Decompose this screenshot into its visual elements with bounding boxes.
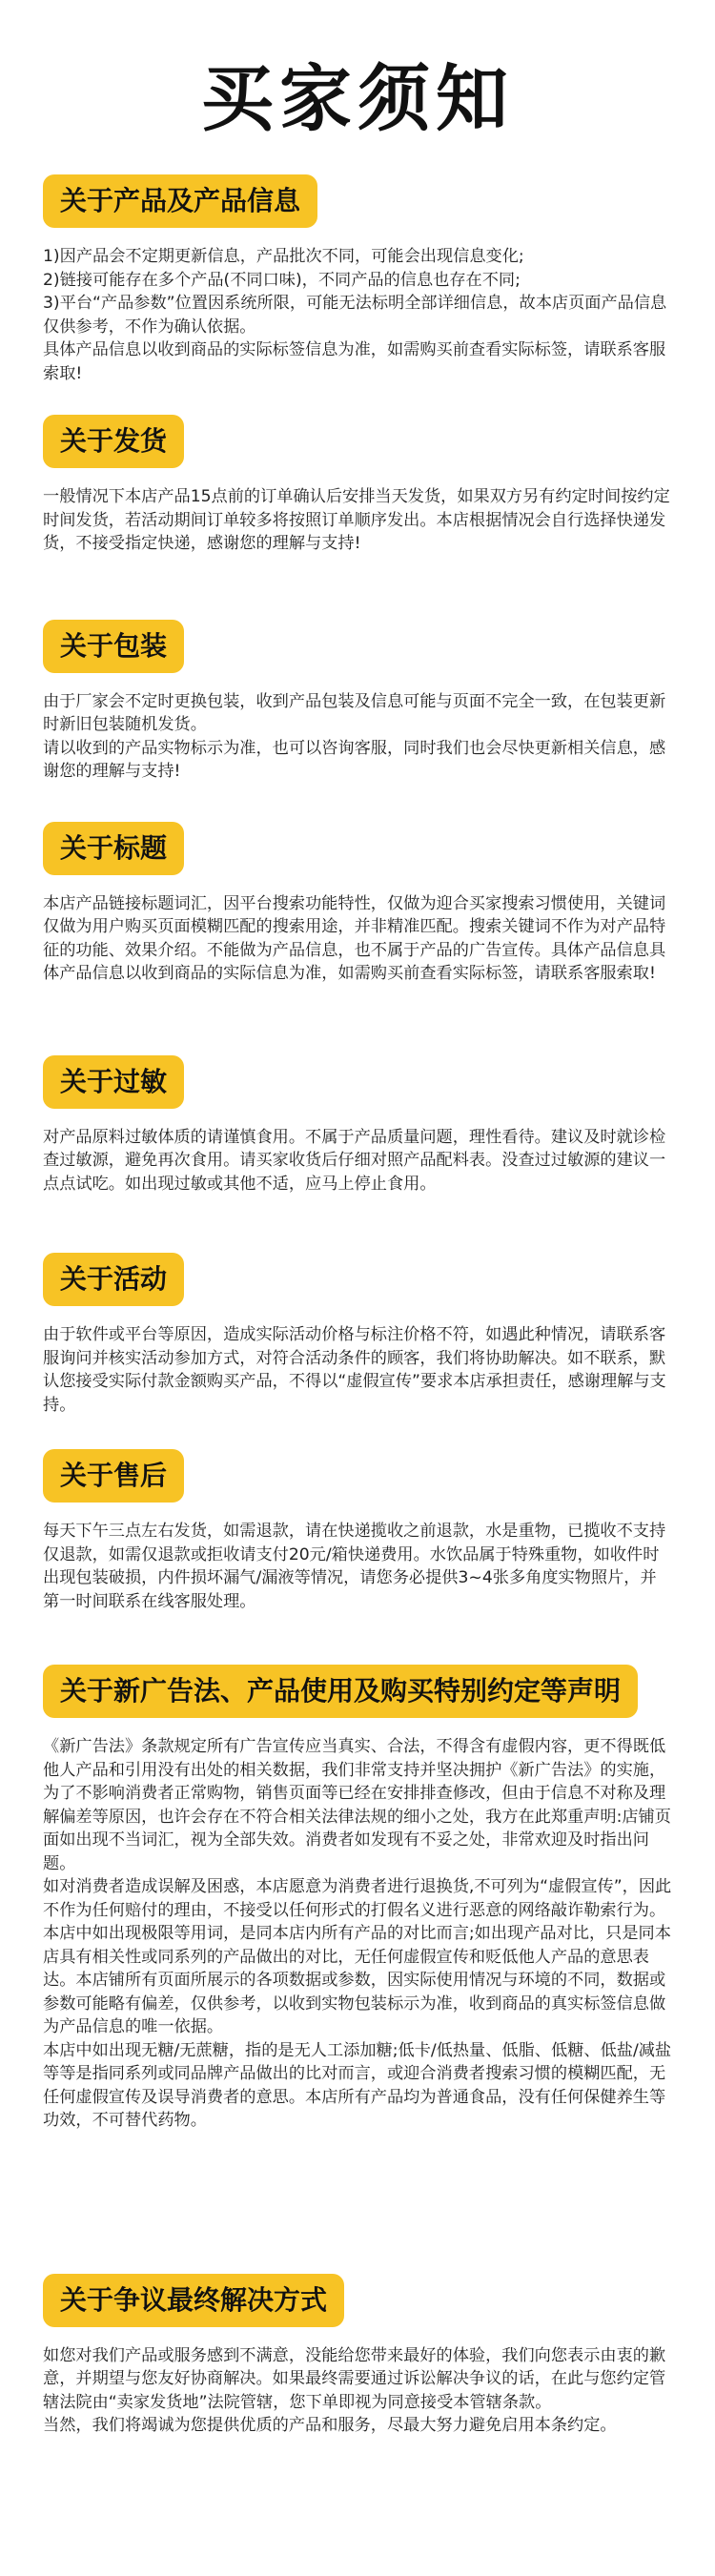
section-heading: 关于标题 [43,822,184,875]
section-paragraph: 由于厂家会不定时更换包装，收到产品包装及信息可能与页面不完全一致，在包装更新时新旧包装随机发货。 [43,691,666,734]
section-heading: 关于新广告法、产品使用及购买特别约定等声明 [43,1665,638,1718]
section-body [43,690,672,784]
section-paragraph: 一般情况下本店产品15点前的订单确认后安排当天发货，如果双方另有约定时间按约定时间发货，若活动期间订单较多将按照订单顺序发出。本店根据情况会自行选择快递发货，不接受指定快递，感谢您的理解与支持! [43,487,670,553]
section-paragraph: 由于软件或平台等原因，造成实际活动价格与标注价格不符，如遇此种情况，请联系客服询问并核实活动参加方式，对符合活动条件的顾客，我们将协助解决。如不联系，默认您接受实际付款金额购买产品，不得以“虚假宣传”要求本店承担责任，感谢理解与支持。 [43,1325,666,1415]
section-body [43,2344,672,2438]
section-heading: 关于争议最终解决方式 [43,2274,344,2327]
section-9 [43,2274,672,2438]
section-heading: 关于包装 [43,620,184,673]
section-paragraph: 每天下午三点左右发货，如需退款，请在快递揽收之前退款，水是重物，已揽收不支持仅退款，如需仅退款或拒收请支付20元/箱快递费用。水饮品属于特殊重物，如收件时出现包装破损，内件损坏漏气/漏液等情况，请您务必提供3~4张多角度实物照片，并第一时间联系在线客服处理。 [43,1522,666,1611]
section-paragraph: 当然，我们将竭诚为您提供优质的产品和服务，尽最大努力避免启用本条约定。 [43,2416,617,2435]
section-body [43,1520,672,1613]
section-paragraph: 本店中如出现极限等用词，是同本店内所有产品的对比而言;如出现产品对比，只是同本店具有相关性或同系列的产品做出的对比，无任何虚假宣传和贬低他人产品的意思表达。本店铺所有页面所展示的各项数据或参数，因实际使用情况与环境的不同，数据或参数可能略有偏差，仅供参考，以收到实物包装标示为准，收到商品的真实标签信息做为产品信息的唯一依据。 [43,1924,671,2036]
section-heading: 关于售后 [43,1449,184,1503]
section-heading: 关于过敏 [43,1055,184,1109]
section-8 [43,1665,672,2133]
section-body [43,1735,672,2133]
section-5 [43,1055,672,1196]
section-body [43,1126,672,1196]
section-paragraph: 请以收到的产品实物标示为准，也可以咨询客服，同时我们也会尽快更新相关信息，感谢您的理解与支持! [43,738,666,781]
section-paragraph: 对产品原料过敏体质的请谨慎食用。不属于产品质量问题，理性看待。建议及时就诊检查过敏源，避免再次食用。请买家收货后仔细对照产品配料表。没查过过敏源的建议一点点试吃。如出现过敏或其他不适，应马上停止食用。 [43,1127,666,1194]
section-1 [43,174,672,385]
section-7 [43,1449,672,1613]
section-paragraph: 2)链接可能存在多个产品(不同口味)，不同产品的信息也存在不同; [43,270,521,290]
section-paragraph: 1)因产品会不定期更新信息，产品批次不同，可能会出现信息变化; [43,247,524,266]
section-2 [43,415,672,556]
section-paragraph: 如对消费者造成误解及困惑，本店愿意为消费者进行退换货,不可列为“虚假宣传”，因此不作为任何赔付的理由，不接受以任何形式的打假名义进行恶意的网络敲诈勒索行为。 [43,1877,672,1920]
section-heading: 关于发货 [43,415,184,468]
section-body [43,485,672,556]
section-paragraph: 3)平台“产品参数”位置因系统所限，可能无法标明全部详细信息，故本店页面产品信息仅供参考，不作为确认依据。 [43,294,667,337]
section-heading: 关于活动 [43,1253,184,1306]
section-paragraph: 本店产品链接标题词汇，因平台搜索功能特性，仅做为迎合买家搜索习惯使用，关键词仅做为用户购买页面模糊匹配的搜索用途，并非精准匹配。搜索关键词不作为对产品特征的功能、效果介绍。不能做为产品信息，也不属于产品的广告宣传。具体产品信息具体产品信息以收到商品的实际信息为准，如需购买前查看实际标签，请联系客服索取! [43,893,666,983]
section-body [43,1323,672,1417]
section-heading: 关于产品及产品信息 [43,174,317,228]
sections-container [43,174,672,2438]
section-3 [43,620,672,784]
section-body [43,245,672,385]
section-paragraph: 如您对我们产品或服务感到不满意，没能给您带来最好的体验，我们向您表示由衷的歉意，并期望与您友好协商解决。如果最终需要通过诉讼解决争议的话，在此与您约定管辖法院由“卖家发货地”法院管辖，您下单即视为同意接受本管辖条款。 [43,2345,666,2412]
section-paragraph: 本店中如出现无糖/无蔗糖，指的是无人工添加糖;低卡/低热量、低脂、低糖、低盐/减盐等等是指同系列或同品牌产品做出的比对而言，或迎合消费者搜索习惯的模糊匹配，无任何虚假宣传及误导消费者的意思。本店所有产品均为普通食品，没有任何保健养生等功效，不可替代药物。 [43,2040,672,2130]
section-paragraph: 《新广告法》条款规定所有广告宣传应当真实、合法，不得含有虚假内容，更不得既低他人产品和引用没有出处的相关数据，我们非常支持并坚决拥护《新广告法》的实施，为了不影响消费者正常购物，销售页面等已经在安排排查修改，但由于信息不对称及理解偏差等原因，也许会存在不符合相关法律法规的细小之处，我方在此郑重声明:店铺页面如出现不当词汇，视为全部失效。消费者如发现有不妥之处，非常欢迎及时指出问题。 [43,1737,671,1873]
section-paragraph: 具体产品信息以收到商品的实际标签信息为准，如需购买前查看实际标签，请联系客服索取! [43,340,666,383]
section-6 [43,1253,672,1417]
page-title: 买家须知 [201,56,514,141]
section-4 [43,822,672,986]
section-body [43,892,672,986]
